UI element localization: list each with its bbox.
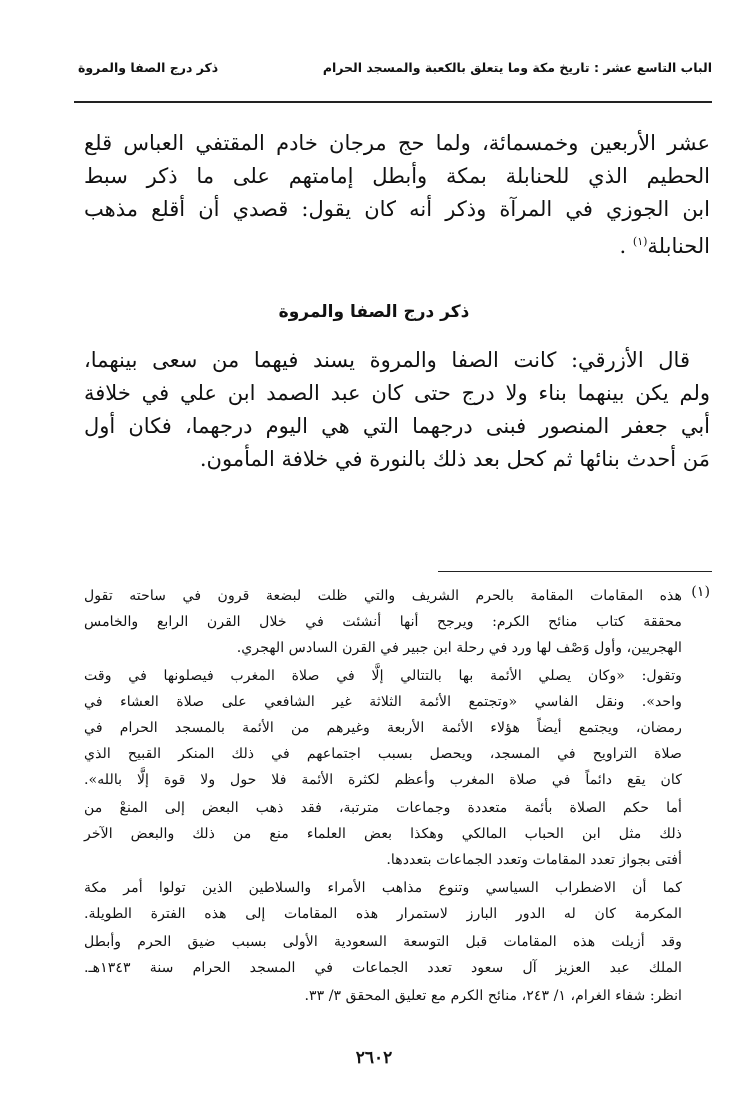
- footnote-line: كما أن الاضطراب السياسي وتنوع مذاهب الأمراء والسلاطين الذين تولوا أمر مكة: [84, 880, 682, 896]
- body-text: الحنابلة: [647, 234, 710, 258]
- body-line: أبي جعفر المنصور فبنى درجهما التي هي اليوم درجهما، فكان أول: [84, 414, 710, 438]
- footnote-number: (١): [691, 584, 710, 600]
- section-heading: ذكر درج الصفا والمروة: [278, 302, 470, 322]
- page-number: ٢٦٠٢: [355, 1048, 393, 1068]
- footnote-line: وتقول: «وكان يصلي الأئمة بها بالتتالي إلَّا في صلاة المغرب فيصلونها في وقت: [84, 668, 682, 684]
- header-rule: [74, 101, 712, 103]
- footnote-line: صلاة التراويح في المسجد، ويحصل بسبب اجتماعهم في ذلك المنكر القبيح الذي: [84, 746, 682, 762]
- running-header-section: ذكر درج الصفا والمروة: [78, 60, 219, 75]
- footnote-line: انظر: شفاء الغرام، ١/ ٢٤٣، منائح الكرم مع تعليق المحقق ٣/ ٣٣.: [304, 988, 682, 1004]
- footnote-rule: [438, 571, 712, 572]
- footnote-line: الهجريين، وأول وَصْف لها ورد في رحلة ابن جبير في القرن السادس الهجري.: [236, 640, 682, 656]
- body-line: عشر الأربعين وخمسمائة، ولما حج مرجان خادم المقتفي العباس قلع: [84, 131, 710, 155]
- body-line: مَن أحدث بنائها ثم كحل بعد ذلك بالنورة في خلافة المأمون.: [199, 447, 710, 471]
- running-header-chapter: الباب التاسع عشر : تاريخ مكة وما يتعلق بالكعبة والمسجد الحرام: [322, 60, 712, 75]
- body-line: [84, 227, 710, 257]
- footnote-line: واحد». ونقل الفاسي «وتجتمع الأئمة الثلاثة غير الشافعي على صلاة العشاء في: [84, 694, 682, 710]
- footnote-line: ذلك مثل ابن الحباب المالكي وهكذا بعض العلماء منع من ذلك والبعض الآخر: [84, 826, 682, 842]
- footnote-line: كان يقع دائماً في صلاة المغرب وأعظم لكثرة الأئمة فلا حول ولا قوة إلَّا بالله».: [84, 772, 682, 788]
- body-line: قال الأزرقي: كانت الصفا والمروة يسند فيهما من سعى بينهما،: [84, 348, 690, 372]
- footnote-line: هذه المقامات المقامة بالحرم الشريف والتي ظلت لبضعة قرون في ساحته تقول: [84, 588, 682, 604]
- footnote-line: المكرمة كان له الدور البارز لاستمرار هذه المقامات إلى هذه الفترة الطويلة.: [84, 906, 682, 922]
- body-line: الحطيم الذي للحنابلة بمكة وأبطل إمامتهم على ما ذكر سبط: [84, 164, 710, 188]
- body-line: ولم يكن بينهما بناء ولا درج حتى كان عبد الصمد ابن علي في خلافة: [84, 381, 710, 405]
- footnote-line: وقد أزيلت هذه المقامات قبل التوسعة السعودية الأولى بسبب ضيق الحرم وأبطل: [84, 934, 682, 950]
- footnote-line: محققة كتاب منائح الكرم: ويرجح أنها أنشئت في خلال القرن الرابع والخامس: [84, 614, 682, 630]
- footnote-line: رمضان، ويجتمع أيضاً هؤلاء الأئمة الأربعة وغيرهم من الأئمة بالمسجد الحرام في: [84, 720, 682, 736]
- body-text: .: [619, 234, 627, 258]
- footnote-line: أفتى بجواز تعدد المقامات وتعدد الجماعات بتعددها.: [386, 852, 682, 868]
- footnote-ref[interactable]: (١): [632, 235, 648, 248]
- body-line: ابن الجوزي في المرآة وذكر أنه كان يقول: قصدي أن أقلع مذهب: [84, 197, 710, 221]
- footnote-line: أما حكم الصلاة بأئمة متعددة وجماعات مترتبة، فقد ذهب البعض إلى المنعْ من: [84, 800, 682, 816]
- footnote-line: الملك عبد العزيز آل سعود تعدد الجماعات في المسجد الحرام سنة ١٣٤٣هـ.: [84, 960, 682, 976]
